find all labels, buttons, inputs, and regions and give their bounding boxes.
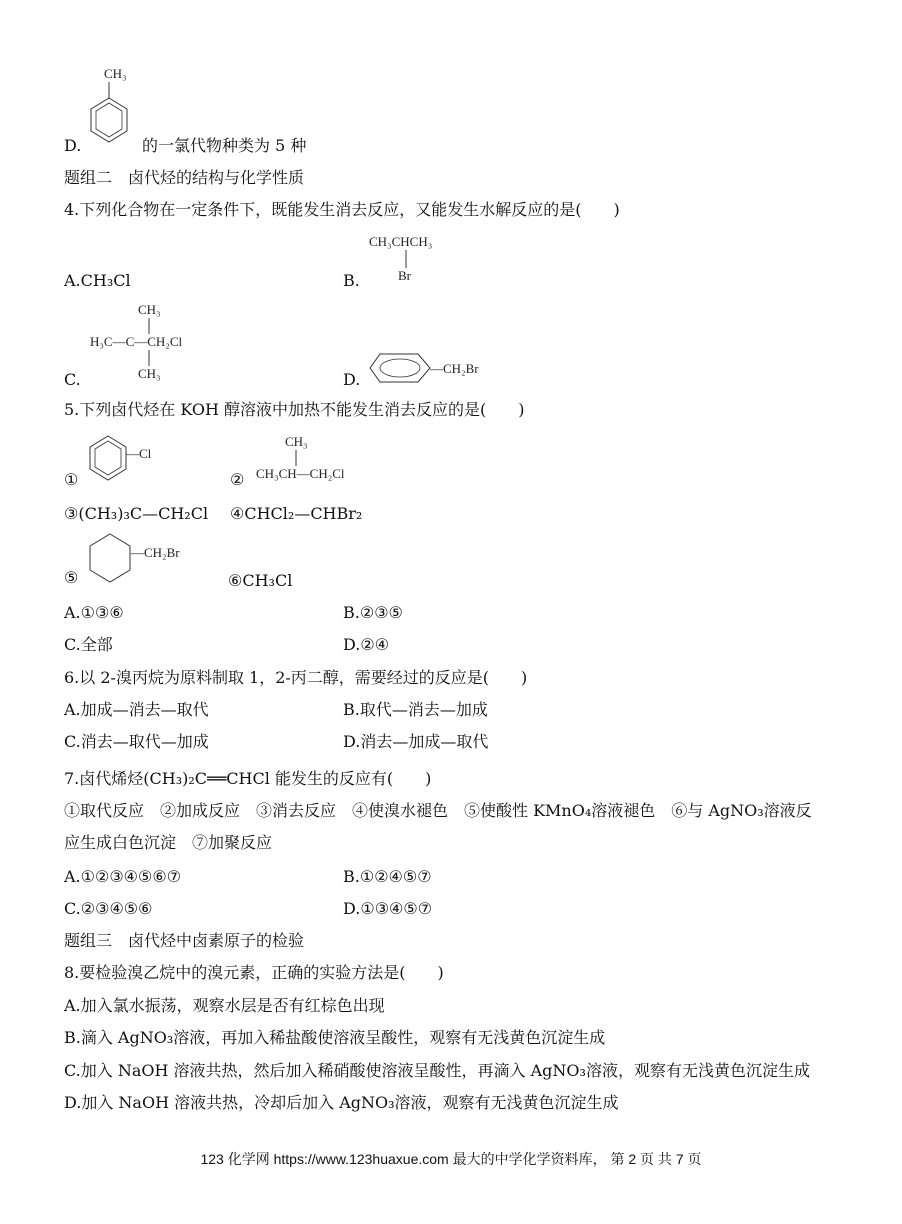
q5-i2-chain: CH₃CH—CH₂Cl (256, 466, 345, 481)
q7-items-line1: ①取代反应 ②加成反应 ③消去反应 ④使溴水褪色 ⑤使酸性 KMnO₄溶液褪色 ⑥与 AgNO₃溶液反 (64, 801, 812, 820)
q6-option-a: A.加成—消去—取代 (64, 700, 209, 719)
q8-option-a: A.加入氯水振荡，观察水层是否有红棕色出现 (64, 996, 385, 1015)
page-footer: 123 化学网 https://www.123huaxue.com 最大的中学化学资料库， 第 2 页 共 7 页 (200, 1151, 702, 1167)
q8-stem: 8.要检验溴乙烷中的溴元素，正确的实验方法是( ) (64, 963, 444, 982)
q5-i1-group: —Cl (126, 446, 152, 461)
q5-i5-group: —CH₂Br (131, 545, 180, 560)
q3-option-d-text: 的一氯代物种类为 5 种 (142, 136, 307, 155)
toluene-ring-icon (84, 82, 134, 152)
q4-d-ring-icon (368, 352, 434, 384)
q8-option-c: C.加入 NaOH 溶液共热，然后加入稀硝酸使溶液呈酸性，再滴入 AgNO₃溶液，观察有无浅黄色沉淀生成 (64, 1061, 810, 1080)
q4-option-b-label: B. (343, 271, 360, 290)
q5-i2-bond (294, 450, 298, 466)
q4-c-bot: CH₃ (138, 366, 161, 381)
q4-c-bond-down (147, 350, 151, 366)
q4-b-bond (404, 250, 408, 268)
q5-option-c: C.全部 (64, 635, 113, 654)
group2-title: 题组二 卤代烃的结构与化学性质 (64, 168, 305, 187)
q5-i2-top: CH₃ (285, 434, 308, 449)
q4-c-top: CH₃ (138, 302, 161, 317)
q5-item-5: ⑤ (64, 568, 79, 587)
q6-option-c: C.消去—取代—加成 (64, 732, 209, 751)
q7-items-line2: 应生成白色沉淀 ⑦加聚反应 (64, 833, 273, 852)
q7-option-d: D.①③④⑤⑦ (343, 899, 433, 918)
q5-item-3: ③(CH₃)₃C—CH₂Cl (64, 504, 209, 523)
q4-option-a: A.CH₃Cl (64, 271, 131, 290)
q5-stem: 5.下列卤代烃在 KOH 醇溶液中加热不能发生消去反应的是( ) (64, 400, 525, 419)
q4-option-d-label: D. (343, 370, 361, 389)
q6-stem: 6.以 2-溴丙烷为原料制取 1，2-丙二醇，需要经过的反应是( ) (64, 668, 528, 687)
group3-title: 题组三 卤代烃中卤素原子的检验 (64, 931, 305, 950)
q5-option-b: B.②③⑤ (343, 603, 403, 622)
q4-b-sub: Br (398, 268, 411, 283)
q7-option-a: A.①②③④⑤⑥⑦ (64, 867, 182, 886)
q5-i1-ring-icon (86, 434, 130, 486)
q8-option-b: B.滴入 AgNO₃溶液，再加入稀盐酸使溶液呈酸性，观察有无浅黄色沉淀生成 (64, 1028, 606, 1047)
q5-item-1: ① (64, 470, 79, 489)
q4-c-bond-up (147, 318, 151, 334)
q4-c-mid: H₃C—C—CH₂Cl (90, 334, 183, 349)
q7-option-c: C.②③④⑤⑥ (64, 899, 153, 918)
q4-stem: 4.下列化合物在一定条件下，既能发生消去反应，又能发生水解反应的是( ) (64, 200, 620, 219)
q5-item-2: ② (230, 470, 245, 489)
q5-option-d: D.②④ (343, 635, 390, 654)
q4-d-group: —CH₂Br (430, 361, 479, 376)
q4-option-c-label: C. (64, 370, 81, 389)
q8-option-d: D.加入 NaOH 溶液共热，冷却后加入 AgNO₃溶液，观察有无浅黄色沉淀生成 (64, 1093, 619, 1112)
q6-option-b: B.取代—消去—加成 (343, 700, 488, 719)
q5-i5-cyclohexane-icon (86, 532, 134, 586)
q4-b-chain: CH₃CHCH₃ (369, 234, 433, 249)
toluene-ch3-label: CH₃ (104, 66, 127, 81)
q5-item-6: ⑥CH₃Cl (228, 571, 293, 590)
q5-item-4: ④CHCl₂—CHBr₂ (230, 504, 363, 523)
q7-option-b: B.①②④⑤⑦ (343, 867, 432, 886)
q6-option-d: D.消去—加成—取代 (343, 732, 489, 751)
q5-option-a: A.①③⑥ (64, 603, 124, 622)
q3-option-d-label: D. (64, 136, 82, 155)
q7-stem: 7.卤代烯烃(CH₃)₂C══CHCl 能发生的反应有( ) (64, 769, 432, 788)
